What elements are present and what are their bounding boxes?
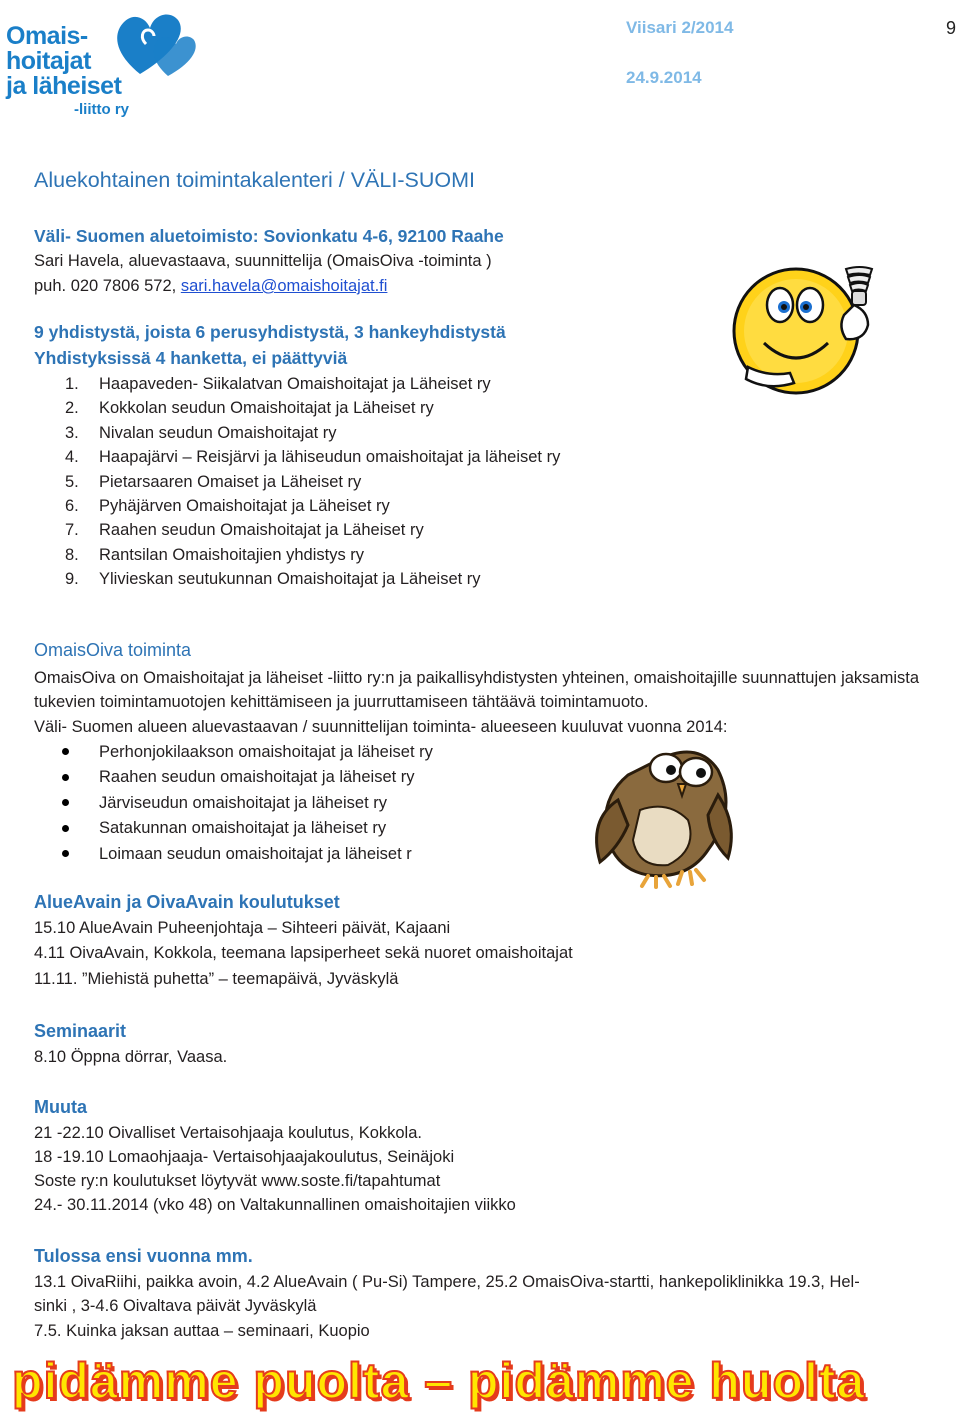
omaisoiva-paragraph-1: OmaisOiva on Omaishoitajat ja läheiset -liitto ry:n ja paikallisyhdistysten yhteinen, omaishoitajille suunnattujen jaksamista tukevien toimintamuotojen kehittämiseen ja juurruttamiseen tähtäävä toimintamuoto. (34, 669, 920, 712)
list-text: Rantsilan Omaishoitajien yhdistys ry (99, 545, 365, 564)
list-item (65, 445, 560, 469)
associations-heading-1: 9 yhdistystä, joista 6 perusyhdistystä, 3 hankeyhdistystä (34, 322, 506, 342)
issue-date: 24.9.2014 (626, 68, 702, 87)
list-number: 1. (65, 375, 79, 393)
list-text: Kokkolan seudun Omaishoitajat ja Läheiset ry (99, 399, 434, 418)
muuta-line-2: 18 -19.10 Lomaohjaaja- Vertaisohjaajakoulutus, Seinäjoki (34, 1148, 455, 1166)
list-text: Haapaveden- Siikalatvan Omaishoitajat ja Läheiset ry (99, 375, 491, 393)
bullet-icon (62, 850, 69, 857)
aluevain-heading: AlueAvain ja OivaAvain koulutukset (34, 892, 340, 912)
list-number: 5. (65, 472, 79, 491)
tulossa-line-3: 7.5. Kuinka jaksan auttaa – seminaari, Kuopio (34, 1322, 370, 1340)
list-text: Pietarsaaren Omaiset ja Läheiset ry (99, 472, 362, 491)
omaisoiva-paragraph-2: Väli- Suomen alueen aluevastaavan / suunnittelijan toiminta- alueeseen kuuluvat vuonna 2014: (34, 718, 728, 736)
list-item (65, 518, 560, 542)
office-heading (34, 224, 504, 248)
office-contact-line: Sari Havela, aluevastaava, suunnittelija (OmaisOiva -toiminta ) (34, 252, 492, 270)
office-heading-text: Väli- Suomen aluetoimisto: Sovionkatu 4-6, 92100 Raahe (34, 226, 504, 246)
list-item (62, 765, 433, 791)
list-number: 4. (65, 448, 79, 467)
list-item (62, 816, 433, 842)
muuta-heading: Muuta (34, 1097, 87, 1117)
associations-heading-2: Yhdistyksissä 4 hanketta, ei päättyviä (34, 348, 348, 368)
seminaarit-heading: Seminaarit (34, 1021, 127, 1041)
list-item (65, 470, 560, 494)
page-number: 9 (946, 18, 957, 38)
owl-illustration (578, 740, 748, 890)
list-text: Pyhäjärven Omaishoitajat ja Läheiset ry (99, 497, 390, 516)
smiley-lightbulb-illustration (728, 255, 888, 405)
issue-label: Viisari 2/2014 (626, 18, 734, 37)
logo-line-4: -liitto ry (74, 101, 129, 118)
muuta-line-3: Soste ry:n koulutukset löytyvät www.soste.fi/tapahtumat (34, 1172, 441, 1190)
aluevain-line-3: 11.11. ”Miehistä puhetta” – teemapäivä, Jyväskylä (34, 970, 399, 988)
bullet-icon (62, 799, 69, 806)
list-number: 8. (65, 545, 79, 564)
list-number: 3. (65, 423, 79, 442)
muuta-line-4: 24.- 30.11.2014 (vko 48) on Valtakunnallinen omaishoitajien viikko (34, 1196, 516, 1214)
muuta-line-1: 21 -22.10 Oivalliset Vertaisohjaaja koulutus, Kokkola. (34, 1124, 422, 1142)
office-email-link[interactable]: sari.havela@omaishoitajat.fi (180, 277, 388, 295)
list-text: Raahen seudun Omaishoitajat ja Läheiset ry (99, 521, 424, 540)
list-item (65, 421, 560, 445)
list-text: Raahen seudun omaishoitajat ja läheiset ry (99, 768, 415, 787)
aluevain-line-1: 15.10 AlueAvain Puheenjohtaja – Sihteeri päivät, Kajaani (34, 919, 451, 937)
organization-logo (6, 4, 196, 122)
tulossa-heading: Tulossa ensi vuonna mm. (34, 1246, 253, 1266)
omaisoiva-heading: OmaisOiva toiminta (34, 640, 192, 660)
list-item (62, 841, 433, 867)
bullet-icon (62, 774, 69, 781)
hearts-icon (110, 4, 200, 82)
list-item (65, 567, 560, 591)
page-title: Aluekohtainen toimintakalenteri / VÄLI-SUOMI (34, 168, 475, 192)
list-text: Ylivieskan seutukunnan Omaishoitajat ja Läheiset ry (99, 570, 481, 589)
list-item (65, 372, 560, 396)
aluevain-line-2: 4.11 OivaAvain, Kokkola, teemana lapsiperheet sekä nuoret omaishoitajat (34, 944, 573, 962)
office-phone: puh. 020 7806 572, (34, 277, 181, 295)
list-item (62, 739, 433, 765)
logo-line-3: ja läheiset (6, 72, 122, 100)
logo-line-2: hoitajat (6, 47, 91, 75)
list-item (65, 543, 560, 567)
seminaarit-line-1: 8.10 Öppna dörrar, Vaasa. (34, 1048, 228, 1066)
bullet-icon (62, 825, 69, 832)
office-phone-line (34, 274, 387, 298)
list-number: 6. (65, 497, 79, 516)
list-number: 9. (65, 570, 79, 589)
associations-list (65, 372, 560, 592)
tulossa-line-1: 13.1 OivaRiihi, paikka avoin, 4.2 AlueAvain ( Pu-Si) Tampere, 25.2 OmaisOiva-startti, hankepoliklinikka 19.3, Hel- (34, 1273, 860, 1291)
list-text: Perhonjokilaakson omaishoitajat ja läheiset ry (99, 742, 433, 761)
list-item (65, 494, 560, 518)
list-text: Nivalan seudun Omaishoitajat ry (99, 423, 337, 442)
bullet-icon (62, 748, 69, 755)
logo-line-1: Omais- (6, 22, 88, 50)
tulossa-line-2: sinki , 3-4.6 Oivaltava päivät Jyväskylä (34, 1297, 317, 1315)
list-item (62, 790, 433, 816)
list-item (65, 396, 560, 420)
list-number: 7. (65, 521, 79, 540)
list-number: 2. (65, 399, 79, 418)
omaisoiva-area-list (62, 739, 433, 867)
list-text: Haapajärvi – Reisjärvi ja lähiseudun omaishoitajat ja läheiset ry (99, 448, 561, 467)
list-text: Loimaan seudun omaishoitajat ja läheiset r (99, 844, 412, 863)
footer-slogan: pidämme puolta – pidämme huolta (12, 1353, 866, 1409)
list-text: Satakunnan omaishoitajat ja läheiset ry (99, 819, 387, 838)
list-text: Järviseudun omaishoitajat ja läheiset ry (99, 793, 387, 812)
